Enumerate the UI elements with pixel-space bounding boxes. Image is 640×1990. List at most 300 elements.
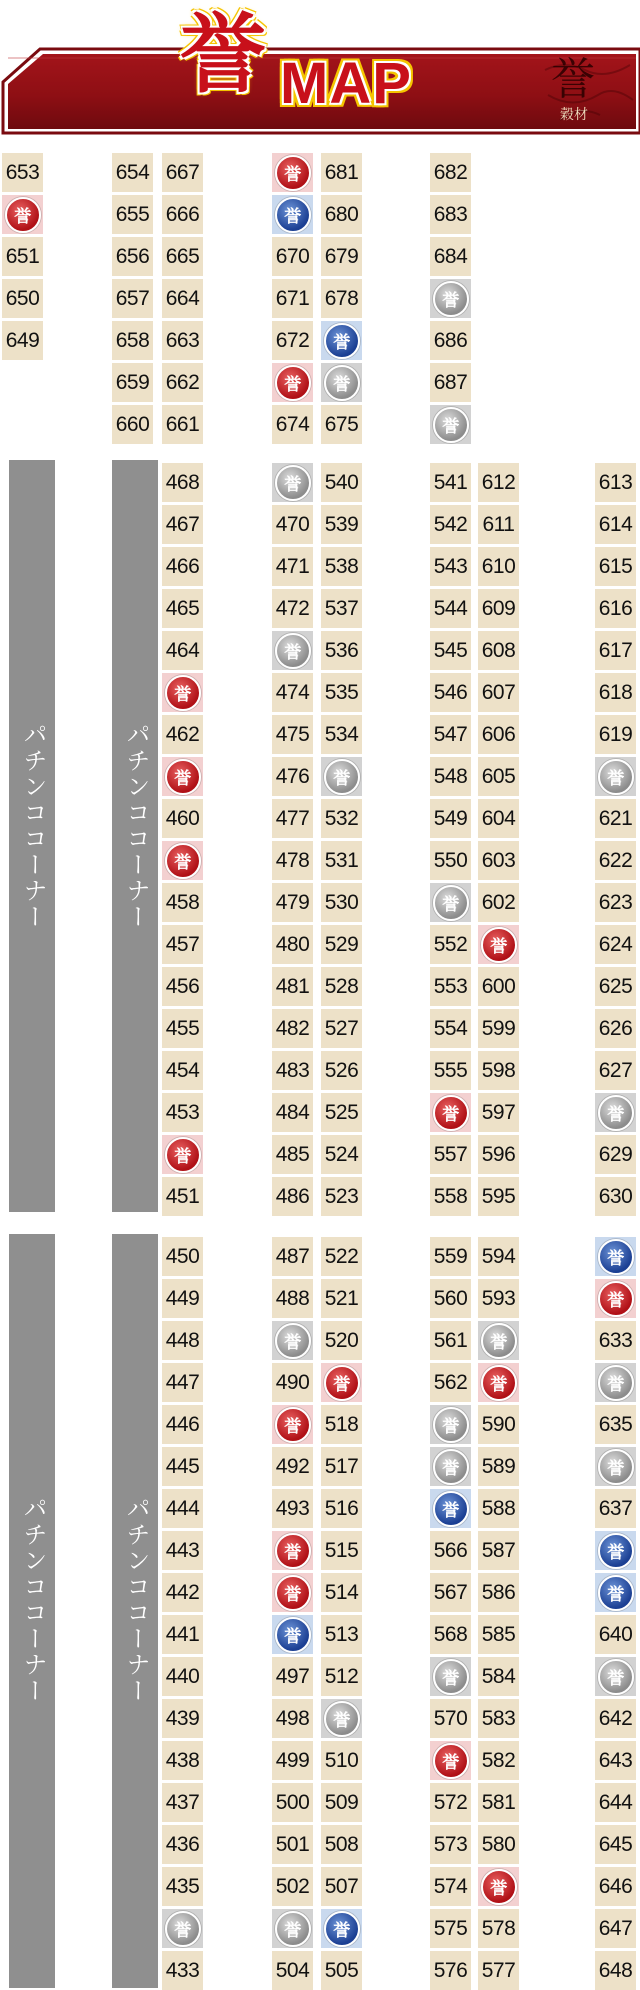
brand-emblem-caption: 穀材 bbox=[560, 107, 588, 123]
medal-slot-blue bbox=[430, 1489, 471, 1528]
machine-number-520: 520 bbox=[321, 1321, 362, 1360]
machine-number-478: 478 bbox=[272, 841, 313, 880]
medal-slot-blue bbox=[595, 1573, 636, 1612]
medal-slot-silver bbox=[430, 405, 471, 444]
machine-number-542: 542 bbox=[430, 505, 471, 544]
machine-number-626: 626 bbox=[595, 1009, 636, 1048]
machine-number-477: 477 bbox=[272, 799, 313, 838]
machine-number-609: 609 bbox=[478, 589, 519, 628]
medal-slot-silver bbox=[430, 883, 471, 922]
machine-number-612: 612 bbox=[478, 463, 519, 502]
machine-number-687: 687 bbox=[430, 363, 471, 402]
blue-homare-medal-icon: 誉 bbox=[275, 197, 311, 233]
medal-slot-silver bbox=[595, 757, 636, 796]
machine-number-647: 647 bbox=[595, 1909, 636, 1948]
machine-number-659: 659 bbox=[112, 363, 153, 402]
machine-number-663: 663 bbox=[162, 321, 203, 360]
corner-label: パチンココーナー bbox=[122, 722, 149, 930]
machine-number-522: 522 bbox=[321, 1237, 362, 1276]
machine-number-681: 681 bbox=[321, 153, 362, 192]
machine-number-475: 475 bbox=[272, 715, 313, 754]
medal-slot-red bbox=[2, 195, 43, 234]
machine-number-433: 433 bbox=[162, 1951, 203, 1990]
machine-number-594: 594 bbox=[478, 1237, 519, 1276]
machine-number-666: 666 bbox=[162, 195, 203, 234]
machine-number-576: 576 bbox=[430, 1951, 471, 1990]
machine-number-686: 686 bbox=[430, 321, 471, 360]
machine-number-665: 665 bbox=[162, 237, 203, 276]
machine-number-454: 454 bbox=[162, 1051, 203, 1090]
machine-number-458: 458 bbox=[162, 883, 203, 922]
machine-number-679: 679 bbox=[321, 237, 362, 276]
machine-number-524: 524 bbox=[321, 1135, 362, 1174]
machine-number-512: 512 bbox=[321, 1657, 362, 1696]
machine-number-507: 507 bbox=[321, 1867, 362, 1906]
machine-number-635: 635 bbox=[595, 1405, 636, 1444]
machine-number-483: 483 bbox=[272, 1051, 313, 1090]
machine-number-544: 544 bbox=[430, 589, 471, 628]
machine-number-607: 607 bbox=[478, 673, 519, 712]
machine-number-568: 568 bbox=[430, 1615, 471, 1654]
red-homare-medal-icon: 誉 bbox=[324, 1365, 360, 1401]
machine-number-529: 529 bbox=[321, 925, 362, 964]
machine-number-653: 653 bbox=[2, 153, 43, 192]
blue-homare-medal-icon: 誉 bbox=[598, 1533, 634, 1569]
medal-slot-silver bbox=[272, 1321, 313, 1360]
machine-number-552: 552 bbox=[430, 925, 471, 964]
medal-slot-silver bbox=[321, 1699, 362, 1738]
machine-number-617: 617 bbox=[595, 631, 636, 670]
machine-number-574: 574 bbox=[430, 1867, 471, 1906]
machine-number-539: 539 bbox=[321, 505, 362, 544]
machine-number-572: 572 bbox=[430, 1783, 471, 1822]
pachinko-corner-block-lower-left bbox=[9, 1234, 55, 1988]
machine-number-547: 547 bbox=[430, 715, 471, 754]
machine-number-600: 600 bbox=[478, 967, 519, 1006]
machine-number-649: 649 bbox=[2, 321, 43, 360]
silver-homare-medal-icon: 誉 bbox=[598, 1449, 634, 1485]
machine-number-623: 623 bbox=[595, 883, 636, 922]
machine-number-586: 586 bbox=[478, 1573, 519, 1612]
machine-number-443: 443 bbox=[162, 1531, 203, 1570]
machine-number-613: 613 bbox=[595, 463, 636, 502]
machine-number-675: 675 bbox=[321, 405, 362, 444]
machine-number-661: 661 bbox=[162, 405, 203, 444]
pachinko-corner-block-upper-left bbox=[9, 460, 55, 1212]
machine-number-462: 462 bbox=[162, 715, 203, 754]
machine-number-523: 523 bbox=[321, 1177, 362, 1216]
medal-slot-silver bbox=[430, 279, 471, 318]
machine-number-530: 530 bbox=[321, 883, 362, 922]
machine-number-557: 557 bbox=[430, 1135, 471, 1174]
machine-number-440: 440 bbox=[162, 1657, 203, 1696]
machine-number-546: 546 bbox=[430, 673, 471, 712]
blue-homare-medal-icon: 誉 bbox=[275, 1617, 311, 1653]
machine-number-498: 498 bbox=[272, 1699, 313, 1738]
corner-label: パチンココーナー bbox=[122, 1496, 149, 1704]
machine-number-670: 670 bbox=[272, 237, 313, 276]
medal-slot-silver bbox=[272, 463, 313, 502]
machine-number-558: 558 bbox=[430, 1177, 471, 1216]
red-homare-medal-icon: 誉 bbox=[481, 1365, 517, 1401]
red-homare-medal-icon: 誉 bbox=[481, 927, 517, 963]
machine-number-485: 485 bbox=[272, 1135, 313, 1174]
machine-number-599: 599 bbox=[478, 1009, 519, 1048]
red-homare-medal-icon: 誉 bbox=[165, 675, 201, 711]
machine-number-642: 642 bbox=[595, 1699, 636, 1738]
machine-number-480: 480 bbox=[272, 925, 313, 964]
machine-number-651: 651 bbox=[2, 237, 43, 276]
machine-number-549: 549 bbox=[430, 799, 471, 838]
medal-slot-silver bbox=[272, 631, 313, 670]
machine-number-637: 637 bbox=[595, 1489, 636, 1528]
medal-slot-red bbox=[162, 841, 203, 880]
machine-number-536: 536 bbox=[321, 631, 362, 670]
machine-number-585: 585 bbox=[478, 1615, 519, 1654]
machine-number-466: 466 bbox=[162, 547, 203, 586]
machine-number-662: 662 bbox=[162, 363, 203, 402]
machine-number-674: 674 bbox=[272, 405, 313, 444]
machine-number-521: 521 bbox=[321, 1279, 362, 1318]
corner-label: パチンココーナー bbox=[19, 722, 46, 930]
silver-homare-medal-icon: 誉 bbox=[275, 1911, 311, 1947]
medal-slot-silver bbox=[321, 363, 362, 402]
medal-slot-red bbox=[162, 1135, 203, 1174]
silver-homare-medal-icon: 誉 bbox=[433, 407, 469, 443]
machine-number-560: 560 bbox=[430, 1279, 471, 1318]
machine-number-629: 629 bbox=[595, 1135, 636, 1174]
machine-number-672: 672 bbox=[272, 321, 313, 360]
machine-number-465: 465 bbox=[162, 589, 203, 628]
pachinko-corner-block-lower-right bbox=[112, 1234, 158, 1988]
silver-homare-medal-icon: 誉 bbox=[275, 1323, 311, 1359]
machine-number-501: 501 bbox=[272, 1825, 313, 1864]
machine-number-482: 482 bbox=[272, 1009, 313, 1048]
silver-homare-medal-icon: 誉 bbox=[433, 1407, 469, 1443]
medal-slot-red bbox=[272, 1531, 313, 1570]
machine-number-582: 582 bbox=[478, 1741, 519, 1780]
machine-number-618: 618 bbox=[595, 673, 636, 712]
machine-number-534: 534 bbox=[321, 715, 362, 754]
machine-number-660: 660 bbox=[112, 405, 153, 444]
medal-slot-blue bbox=[272, 1615, 313, 1654]
machine-number-509: 509 bbox=[321, 1783, 362, 1822]
machine-number-441: 441 bbox=[162, 1615, 203, 1654]
machine-number-577: 577 bbox=[478, 1951, 519, 1990]
medal-slot-silver bbox=[430, 1657, 471, 1696]
machine-number-619: 619 bbox=[595, 715, 636, 754]
machine-number-645: 645 bbox=[595, 1825, 636, 1864]
machine-number-646: 646 bbox=[595, 1867, 636, 1906]
machine-number-598: 598 bbox=[478, 1051, 519, 1090]
red-homare-medal-icon: 誉 bbox=[165, 1137, 201, 1173]
silver-homare-medal-icon: 誉 bbox=[433, 1659, 469, 1695]
silver-homare-medal-icon: 誉 bbox=[165, 1911, 201, 1947]
red-homare-medal-icon: 誉 bbox=[275, 1575, 311, 1611]
machine-number-492: 492 bbox=[272, 1447, 313, 1486]
machine-number-525: 525 bbox=[321, 1093, 362, 1132]
red-homare-medal-icon: 誉 bbox=[481, 1869, 517, 1905]
machine-number-615: 615 bbox=[595, 547, 636, 586]
red-homare-medal-icon: 誉 bbox=[275, 1533, 311, 1569]
machine-number-593: 593 bbox=[478, 1279, 519, 1318]
machine-number-650: 650 bbox=[2, 279, 43, 318]
machine-number-510: 510 bbox=[321, 1741, 362, 1780]
machine-number-621: 621 bbox=[595, 799, 636, 838]
machine-number-490: 490 bbox=[272, 1363, 313, 1402]
machine-number-624: 624 bbox=[595, 925, 636, 964]
machine-number-575: 575 bbox=[430, 1909, 471, 1948]
silver-homare-medal-icon: 誉 bbox=[598, 759, 634, 795]
silver-homare-medal-icon: 誉 bbox=[433, 1449, 469, 1485]
medal-slot-red bbox=[272, 1405, 313, 1444]
machine-number-467: 467 bbox=[162, 505, 203, 544]
machine-number-548: 548 bbox=[430, 757, 471, 796]
machine-number-590: 590 bbox=[478, 1405, 519, 1444]
machine-number-588: 588 bbox=[478, 1489, 519, 1528]
machine-number-526: 526 bbox=[321, 1051, 362, 1090]
silver-homare-medal-icon: 誉 bbox=[324, 759, 360, 795]
machine-number-500: 500 bbox=[272, 1783, 313, 1822]
silver-homare-medal-icon: 誉 bbox=[598, 1659, 634, 1695]
machine-number-453: 453 bbox=[162, 1093, 203, 1132]
red-homare-medal-icon: 誉 bbox=[598, 1281, 634, 1317]
machine-number-684: 684 bbox=[430, 237, 471, 276]
medal-slot-silver bbox=[162, 1909, 203, 1948]
machine-number-680: 680 bbox=[321, 195, 362, 234]
silver-homare-medal-icon: 誉 bbox=[324, 1701, 360, 1737]
machine-number-471: 471 bbox=[272, 547, 313, 586]
machine-number-614: 614 bbox=[595, 505, 636, 544]
machine-number-596: 596 bbox=[478, 1135, 519, 1174]
medal-slot-red bbox=[430, 1093, 471, 1132]
machine-number-538: 538 bbox=[321, 547, 362, 586]
red-homare-medal-icon: 誉 bbox=[275, 155, 311, 191]
silver-homare-medal-icon: 誉 bbox=[275, 633, 311, 669]
machine-number-468: 468 bbox=[162, 463, 203, 502]
machine-number-448: 448 bbox=[162, 1321, 203, 1360]
machine-number-627: 627 bbox=[595, 1051, 636, 1090]
medal-slot-blue bbox=[321, 321, 362, 360]
red-homare-medal-icon: 誉 bbox=[433, 1095, 469, 1131]
machine-number-604: 604 bbox=[478, 799, 519, 838]
machine-number-438: 438 bbox=[162, 1741, 203, 1780]
machine-number-648: 648 bbox=[595, 1951, 636, 1990]
machine-number-508: 508 bbox=[321, 1825, 362, 1864]
machine-number-518: 518 bbox=[321, 1405, 362, 1444]
machine-number-683: 683 bbox=[430, 195, 471, 234]
medal-slot-red bbox=[595, 1279, 636, 1318]
machine-number-486: 486 bbox=[272, 1177, 313, 1216]
machine-number-611: 611 bbox=[478, 505, 519, 544]
machine-number-497: 497 bbox=[272, 1657, 313, 1696]
machine-number-481: 481 bbox=[272, 967, 313, 1006]
machine-number-513: 513 bbox=[321, 1615, 362, 1654]
machine-number-541: 541 bbox=[430, 463, 471, 502]
machine-number-616: 616 bbox=[595, 589, 636, 628]
machine-number-643: 643 bbox=[595, 1741, 636, 1780]
machine-number-460: 460 bbox=[162, 799, 203, 838]
machine-number-606: 606 bbox=[478, 715, 519, 754]
machine-number-470: 470 bbox=[272, 505, 313, 544]
machine-number-597: 597 bbox=[478, 1093, 519, 1132]
machine-number-608: 608 bbox=[478, 631, 519, 670]
machine-number-527: 527 bbox=[321, 1009, 362, 1048]
medal-slot-red bbox=[430, 1741, 471, 1780]
machine-number-605: 605 bbox=[478, 757, 519, 796]
machine-number-644: 644 bbox=[595, 1783, 636, 1822]
machine-number-589: 589 bbox=[478, 1447, 519, 1486]
machine-number-654: 654 bbox=[112, 153, 153, 192]
machine-number-559: 559 bbox=[430, 1237, 471, 1276]
machine-number-573: 573 bbox=[430, 1825, 471, 1864]
blue-homare-medal-icon: 誉 bbox=[433, 1491, 469, 1527]
machine-number-540: 540 bbox=[321, 463, 362, 502]
machine-number-502: 502 bbox=[272, 1867, 313, 1906]
machine-number-446: 446 bbox=[162, 1405, 203, 1444]
medal-slot-red bbox=[162, 757, 203, 796]
machine-number-450: 450 bbox=[162, 1237, 203, 1276]
medal-slot-red bbox=[478, 1867, 519, 1906]
machine-number-436: 436 bbox=[162, 1825, 203, 1864]
blue-homare-medal-icon: 誉 bbox=[324, 1911, 360, 1947]
pachinko-corner-block-upper-right bbox=[112, 460, 158, 1212]
machine-number-476: 476 bbox=[272, 757, 313, 796]
machine-number-550: 550 bbox=[430, 841, 471, 880]
silver-homare-medal-icon: 誉 bbox=[433, 281, 469, 317]
machine-number-532: 532 bbox=[321, 799, 362, 838]
machine-number-515: 515 bbox=[321, 1531, 362, 1570]
machine-number-610: 610 bbox=[478, 547, 519, 586]
machine-number-671: 671 bbox=[272, 279, 313, 318]
machine-number-439: 439 bbox=[162, 1699, 203, 1738]
machine-number-602: 602 bbox=[478, 883, 519, 922]
medal-slot-red bbox=[272, 363, 313, 402]
blue-homare-medal-icon: 誉 bbox=[324, 323, 360, 359]
medal-slot-blue bbox=[321, 1909, 362, 1948]
machine-number-505: 505 bbox=[321, 1951, 362, 1990]
red-homare-medal-icon: 誉 bbox=[433, 1743, 469, 1779]
machine-number-656: 656 bbox=[112, 237, 153, 276]
medal-slot-silver bbox=[430, 1405, 471, 1444]
machine-number-464: 464 bbox=[162, 631, 203, 670]
machine-number-667: 667 bbox=[162, 153, 203, 192]
medal-slot-blue bbox=[595, 1237, 636, 1276]
medal-slot-red bbox=[272, 1573, 313, 1612]
machine-number-516: 516 bbox=[321, 1489, 362, 1528]
corner-label: パチンココーナー bbox=[19, 1496, 46, 1704]
machine-number-664: 664 bbox=[162, 279, 203, 318]
medal-slot-silver bbox=[430, 1447, 471, 1486]
machine-number-474: 474 bbox=[272, 673, 313, 712]
medal-slot-silver bbox=[321, 757, 362, 796]
machine-number-595: 595 bbox=[478, 1177, 519, 1216]
machine-number-493: 493 bbox=[272, 1489, 313, 1528]
machine-number-445: 445 bbox=[162, 1447, 203, 1486]
machine-number-682: 682 bbox=[430, 153, 471, 192]
machine-number-457: 457 bbox=[162, 925, 203, 964]
medal-slot-silver bbox=[595, 1657, 636, 1696]
machine-number-554: 554 bbox=[430, 1009, 471, 1048]
silver-homare-medal-icon: 誉 bbox=[481, 1323, 517, 1359]
machine-number-561: 561 bbox=[430, 1321, 471, 1360]
machine-number-514: 514 bbox=[321, 1573, 362, 1612]
machine-number-678: 678 bbox=[321, 279, 362, 318]
machine-number-456: 456 bbox=[162, 967, 203, 1006]
brand-emblem: 誉 bbox=[551, 54, 595, 105]
machine-number-435: 435 bbox=[162, 1867, 203, 1906]
medal-slot-silver bbox=[595, 1093, 636, 1132]
silver-homare-medal-icon: 誉 bbox=[433, 885, 469, 921]
machine-number-449: 449 bbox=[162, 1279, 203, 1318]
silver-homare-medal-icon: 誉 bbox=[598, 1095, 634, 1131]
medal-slot-silver bbox=[272, 1909, 313, 1948]
red-homare-medal-icon: 誉 bbox=[275, 1407, 311, 1443]
machine-number-531: 531 bbox=[321, 841, 362, 880]
red-homare-medal-icon: 誉 bbox=[165, 759, 201, 795]
machine-number-570: 570 bbox=[430, 1699, 471, 1738]
machine-number-578: 578 bbox=[478, 1909, 519, 1948]
silver-homare-medal-icon: 誉 bbox=[598, 1365, 634, 1401]
medal-slot-silver bbox=[595, 1447, 636, 1486]
machine-number-499: 499 bbox=[272, 1741, 313, 1780]
machine-number-587: 587 bbox=[478, 1531, 519, 1570]
machine-number-657: 657 bbox=[112, 279, 153, 318]
machine-number-655: 655 bbox=[112, 195, 153, 234]
red-homare-medal-icon: 誉 bbox=[5, 197, 41, 233]
medal-slot-blue bbox=[272, 195, 313, 234]
machine-number-484: 484 bbox=[272, 1093, 313, 1132]
medal-slot-red bbox=[162, 673, 203, 712]
machine-number-528: 528 bbox=[321, 967, 362, 1006]
medal-slot-red bbox=[478, 1363, 519, 1402]
blue-homare-medal-icon: 誉 bbox=[598, 1575, 634, 1611]
machine-number-622: 622 bbox=[595, 841, 636, 880]
red-homare-medal-icon: 誉 bbox=[275, 365, 311, 401]
machine-number-555: 555 bbox=[430, 1051, 471, 1090]
machine-number-504: 504 bbox=[272, 1951, 313, 1990]
title-kanji-logo: 誉 bbox=[180, 4, 266, 105]
medal-slot-blue bbox=[595, 1531, 636, 1570]
machine-number-640: 640 bbox=[595, 1615, 636, 1654]
machine-number-488: 488 bbox=[272, 1279, 313, 1318]
machine-number-451: 451 bbox=[162, 1177, 203, 1216]
medal-slot-red bbox=[478, 925, 519, 964]
machine-number-567: 567 bbox=[430, 1573, 471, 1612]
medal-slot-silver bbox=[478, 1321, 519, 1360]
machine-number-553: 553 bbox=[430, 967, 471, 1006]
machine-number-487: 487 bbox=[272, 1237, 313, 1276]
machine-number-584: 584 bbox=[478, 1657, 519, 1696]
machine-number-545: 545 bbox=[430, 631, 471, 670]
machine-number-444: 444 bbox=[162, 1489, 203, 1528]
map-header bbox=[0, 0, 640, 135]
machine-number-535: 535 bbox=[321, 673, 362, 712]
machine-number-479: 479 bbox=[272, 883, 313, 922]
machine-number-583: 583 bbox=[478, 1699, 519, 1738]
medal-slot-red bbox=[321, 1363, 362, 1402]
machine-number-472: 472 bbox=[272, 589, 313, 628]
machine-number-537: 537 bbox=[321, 589, 362, 628]
machine-number-437: 437 bbox=[162, 1783, 203, 1822]
blue-homare-medal-icon: 誉 bbox=[598, 1239, 634, 1275]
machine-number-580: 580 bbox=[478, 1825, 519, 1864]
red-homare-medal-icon: 誉 bbox=[165, 843, 201, 879]
machine-number-543: 543 bbox=[430, 547, 471, 586]
silver-homare-medal-icon: 誉 bbox=[324, 365, 360, 401]
medal-slot-silver bbox=[595, 1363, 636, 1402]
machine-number-581: 581 bbox=[478, 1783, 519, 1822]
